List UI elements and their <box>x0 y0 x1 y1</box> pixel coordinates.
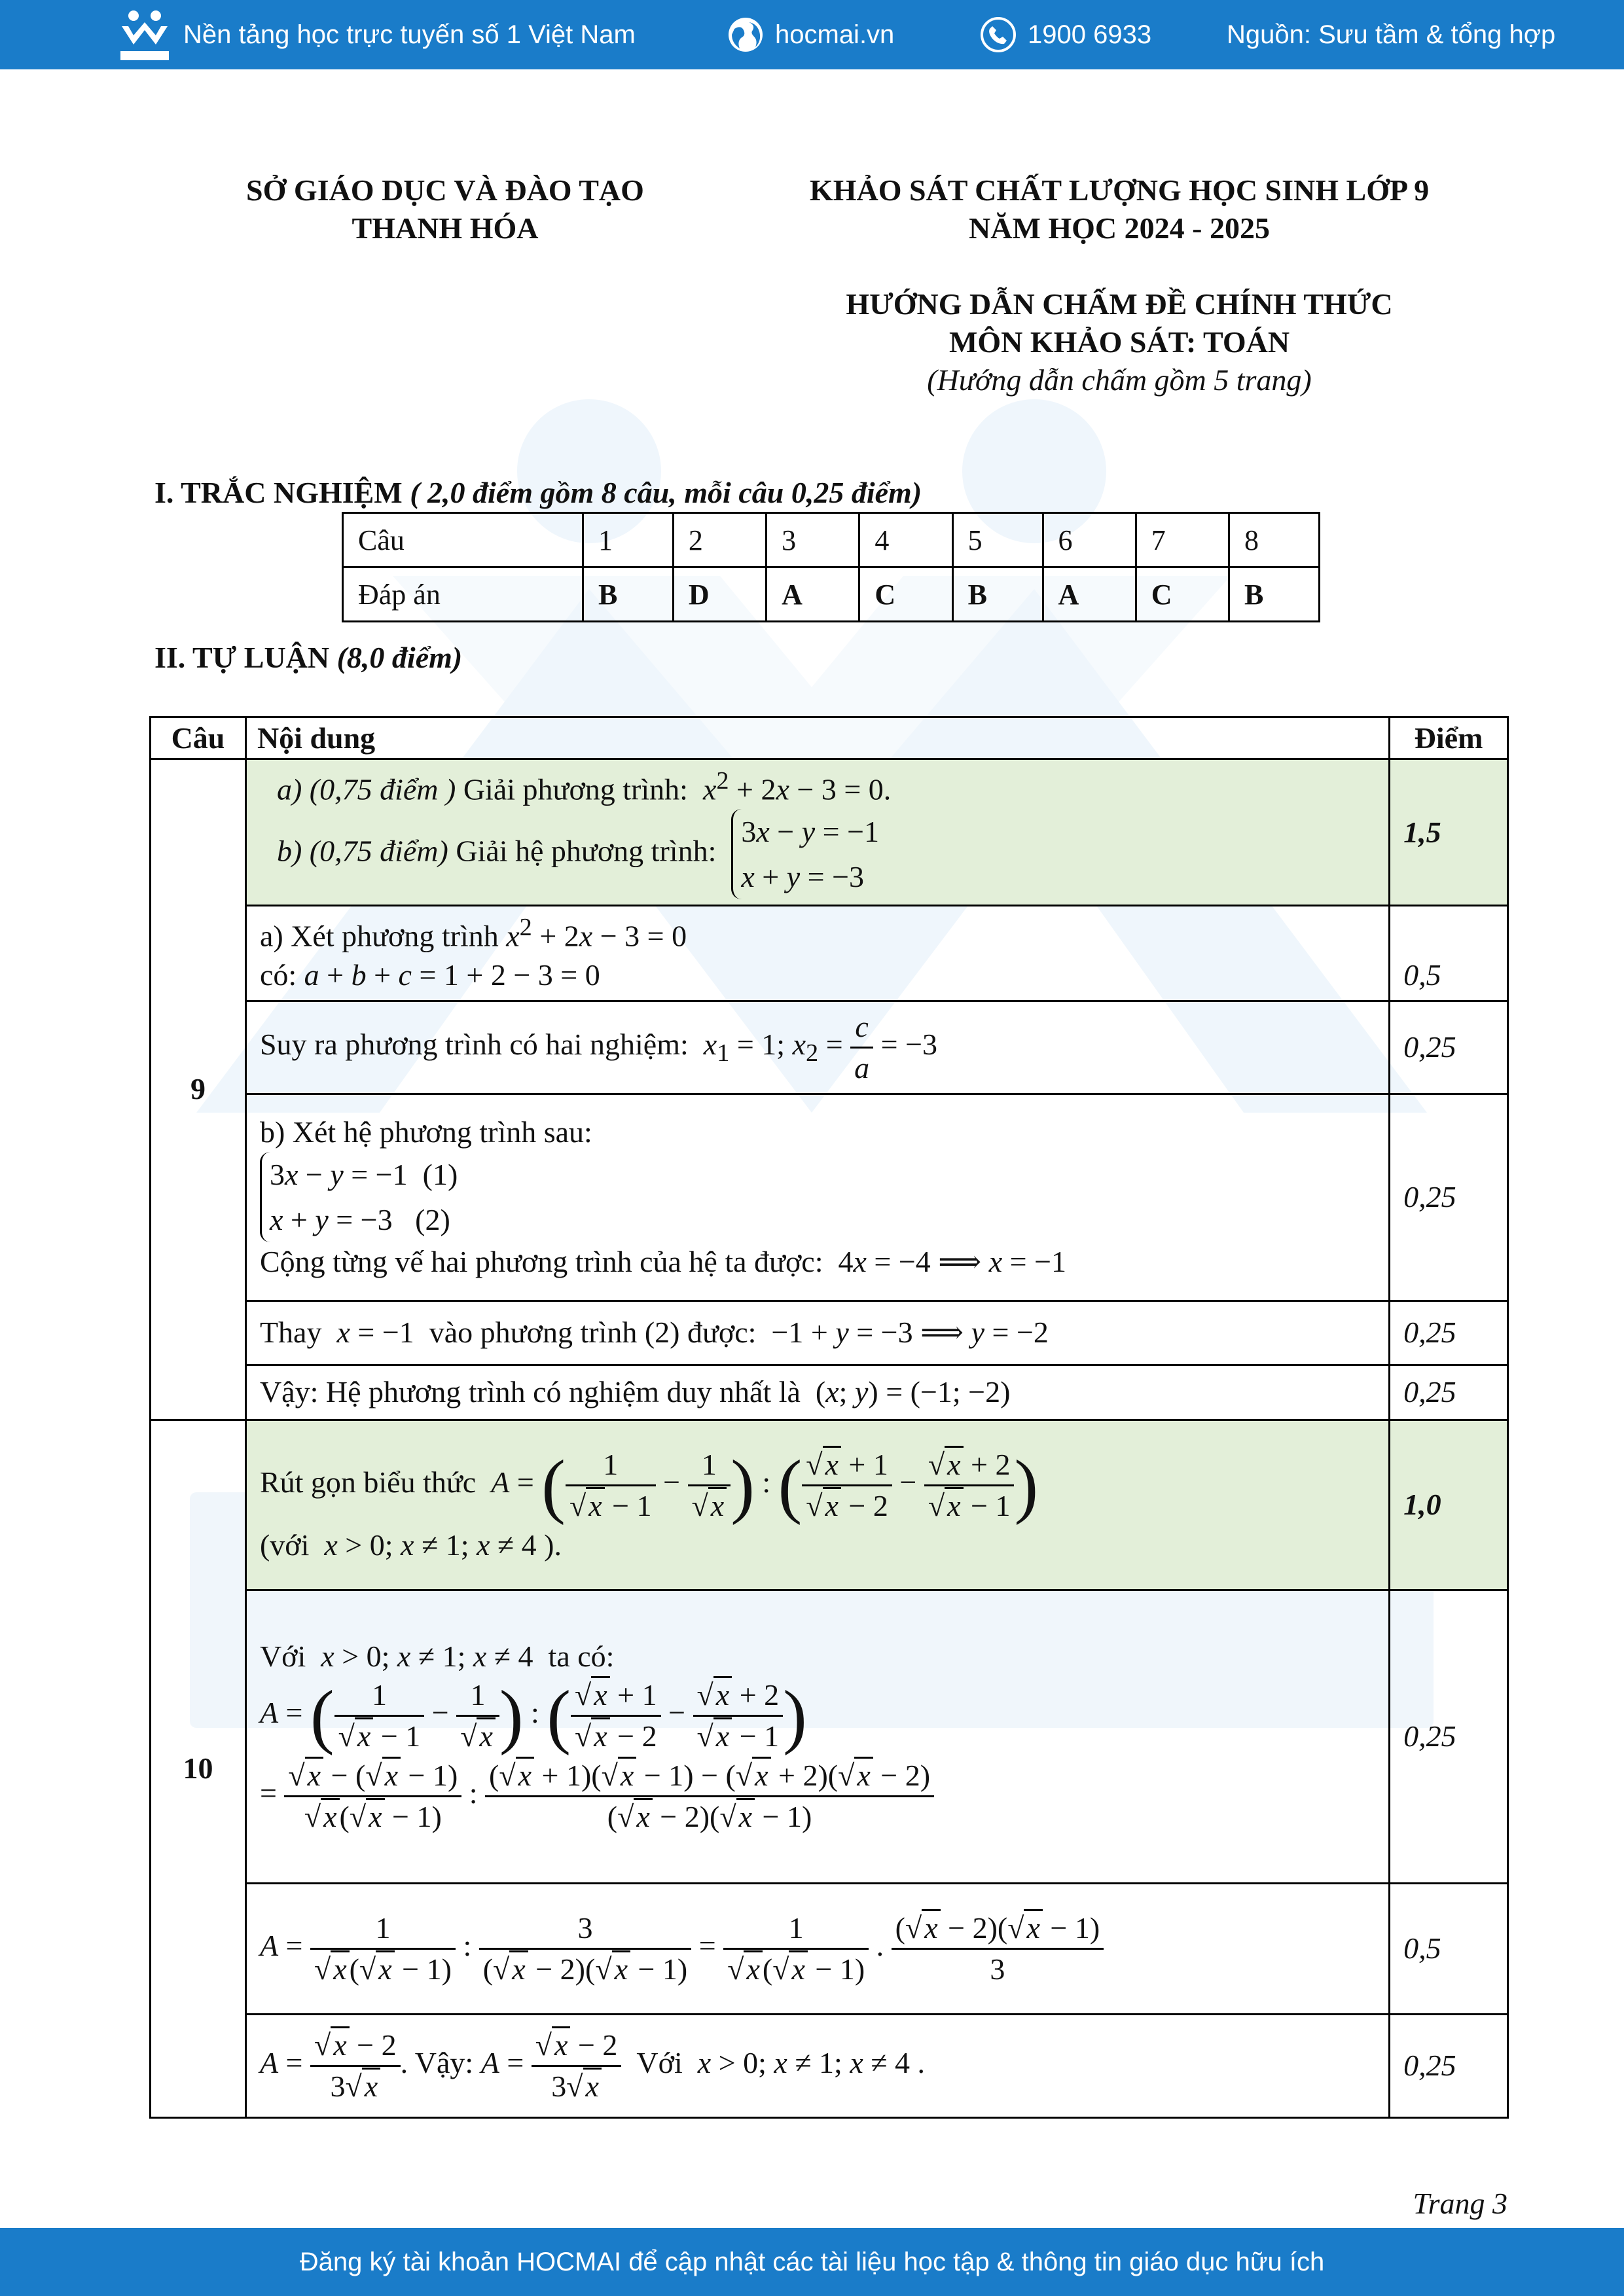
col-header-content: Nội dung <box>245 717 1389 759</box>
step-points: 0,25 <box>1390 1001 1508 1094</box>
q9-step3: b) Xét hệ phương trình sau: 3x − y = −1 (1) x + y = −3 (2) Cộng từng vế hai phương trình của hệ ta được: 4x = −4 ⟹ x = −1 <box>245 1094 1389 1300</box>
tagline: Nền tảng học trực tuyến số 1 Việt Nam <box>183 20 636 49</box>
q9-step4: Thay x = −1 vào phương trình (2) được: −1 + y = −3 ⟹ y = −2 <box>245 1300 1389 1365</box>
col-header-question: Câu <box>151 717 246 759</box>
brand-logo <box>117 0 636 69</box>
step-points: 0,25 <box>1390 1590 1508 1883</box>
q10-step-row <box>151 2014 1508 2117</box>
guide-line2: MÔN KHẢO SÁT: TOÁN <box>948 325 1290 359</box>
website-text: hocmai.vn <box>775 20 895 49</box>
q10-step2: A = $\frac{1}{√x(√x - 1)}$ : $\frac{3}{(√x - 2)(√x - 1)}$ = $\frac{1}{√x(√x - 1)}$ . $\frac{(√x - 2)(√x - 1)}{3}$ <box>245 1883 1389 2014</box>
globe-icon <box>727 16 765 54</box>
guide-note: (Hướng dẫn chấm gồm 5 trang) <box>927 363 1312 397</box>
exam-line1: KHẢO SÁT CHẤT LƯỢNG HỌC SINH LỚP 9 <box>809 173 1430 207</box>
exam-line2: NĂM HỌC 2024 - 2025 <box>969 211 1270 245</box>
q9-step-row <box>151 1365 1508 1420</box>
bottom-banner[interactable] <box>0 2228 1624 2296</box>
step-points: 0,5 <box>1390 1883 1508 2014</box>
dept-line1: SỞ GIÁO DỤC VÀ ĐÀO TẠO <box>246 173 644 207</box>
guide-header <box>740 285 1499 361</box>
dept-line2: THANH HÓA <box>352 211 539 245</box>
q9-step-row <box>151 1001 1508 1094</box>
q9-step-row <box>151 1094 1508 1300</box>
source-text: Nguồn: Sưu tầm & tổng hợp <box>1227 20 1556 49</box>
q9-step1: a) Xét phương trình $x^2 + 2x - 3 = 0$ có: a + b + c = 1 + 2 − 3 = 0 <box>245 906 1389 1001</box>
q10-step-row <box>151 1883 1508 2014</box>
q9-total-points: 1,5 <box>1390 759 1508 906</box>
q9-problem-row <box>151 759 1508 906</box>
table-header-row <box>151 717 1508 759</box>
q10-problem-row <box>151 1420 1508 1590</box>
website-link[interactable] <box>727 0 894 69</box>
q9-step2: Suy ra phương trình có hai nghiệm: $x_1 = 1$; $x_2$ = $\frac{c}{a}$ = −3 <box>245 1001 1389 1094</box>
step-points: 0,25 <box>1390 2014 1508 2117</box>
mc-answer-label: Đáp án <box>343 567 583 622</box>
grading-table <box>149 716 1509 2119</box>
q9-step-row <box>151 1300 1508 1365</box>
section1-title: I. TRẮC NGHIỆM ( 2,0 điểm gồm 8 câu, mỗi câu 0,25 điểm) <box>154 476 922 509</box>
section2-title: II. TỰ LUẬN (8,0 điểm) <box>154 641 463 674</box>
q9-step-row <box>151 906 1508 1001</box>
phone-link[interactable] <box>979 0 1151 69</box>
hocmai-logo-icon <box>117 7 173 63</box>
step-points: 0,25 <box>1390 1365 1508 1420</box>
q10-step-row <box>151 1590 1508 1883</box>
col-header-points: Điểm <box>1390 717 1508 759</box>
phone-text: 1900 6933 <box>1028 20 1152 49</box>
q10-step3: A = $\frac{√x - 2}{3√x}$ . Vậy: A = $\frac{√x - 2}{3√x}$ Với x > 0; x ≠ 1; x ≠ 4 . <box>245 2014 1389 2117</box>
top-banner <box>0 0 1624 69</box>
q10-total-points: 1,0 <box>1390 1420 1508 1590</box>
mc-question-row: Câu 1 2 3 4 5 6 7 8 <box>343 513 1320 567</box>
section2-note: (8,0 điểm) <box>336 641 463 674</box>
step-points: 0,25 <box>1390 1094 1508 1300</box>
q9-problem-statement: a) (0,75 điểm ) Giải phương trình: $x^2 + 2x - 3 = 0$. b) (0,75 điểm) Giải hệ phương trình: 3x − y = −1 x + y = −3 <box>245 759 1389 906</box>
department-header <box>196 171 694 247</box>
step-points: 0,25 <box>1390 1300 1508 1365</box>
q9-step5: Vậy: Hệ phương trình có nghiệm duy nhất là (x; y) = (−1; −2) <box>245 1365 1389 1420</box>
signup-cta-text: Đăng ký tài khoản HOCMAI để cập nhật các tài liệu học tập & thông tin giáo dục hữu ích <box>299 2247 1325 2276</box>
phone-icon <box>979 16 1017 54</box>
question-number: 9 <box>151 759 246 1420</box>
section1-note: ( 2,0 điểm gồm 8 câu, mỗi câu 0,25 điểm) <box>410 476 922 509</box>
page-number: Trang 3 <box>1413 2187 1507 2220</box>
exam-header <box>740 171 1499 247</box>
mc-answer-row: Đáp án B D A C B A C B <box>343 567 1320 622</box>
q10-step1: Với x > 0; x ≠ 1; x ≠ 4 ta có: A = ( $\frac{1}{√x - 1}$ − $\frac{1}{√x}$ ) : ( $\frac{√x + 1}{√x - 2}$ − $\frac{√x + 2}{√x - 1}$ ) = $\frac{√x - (√x - 1)}{√x(√x - 1)}$ : $\frac{(√x + 1)(√x - 1) - (√x + 2)(√x - 2)}{(√x - 2)(√x - 1)}$ <box>245 1590 1389 1883</box>
question-number: 10 <box>151 1420 246 2117</box>
multiple-choice-answer-table <box>342 512 1320 622</box>
q10-problem-statement: Rút gọn biểu thức A = ( $\frac{1}{√x - 1}$ − $\frac{1}{√x}$ ) : ( $\frac{√x + 1}{√x - 2}$ − $\frac{√x + 2}{√x - 1}$ ) (với x > 0; x ≠ 1; x ≠ 4 ). <box>245 1420 1389 1590</box>
mc-question-label: Câu <box>343 513 583 567</box>
step-points: 0,5 <box>1390 906 1508 1001</box>
guide-line1: HƯỚNG DẪN CHẤM ĐỀ CHÍNH THỨC <box>846 287 1393 321</box>
